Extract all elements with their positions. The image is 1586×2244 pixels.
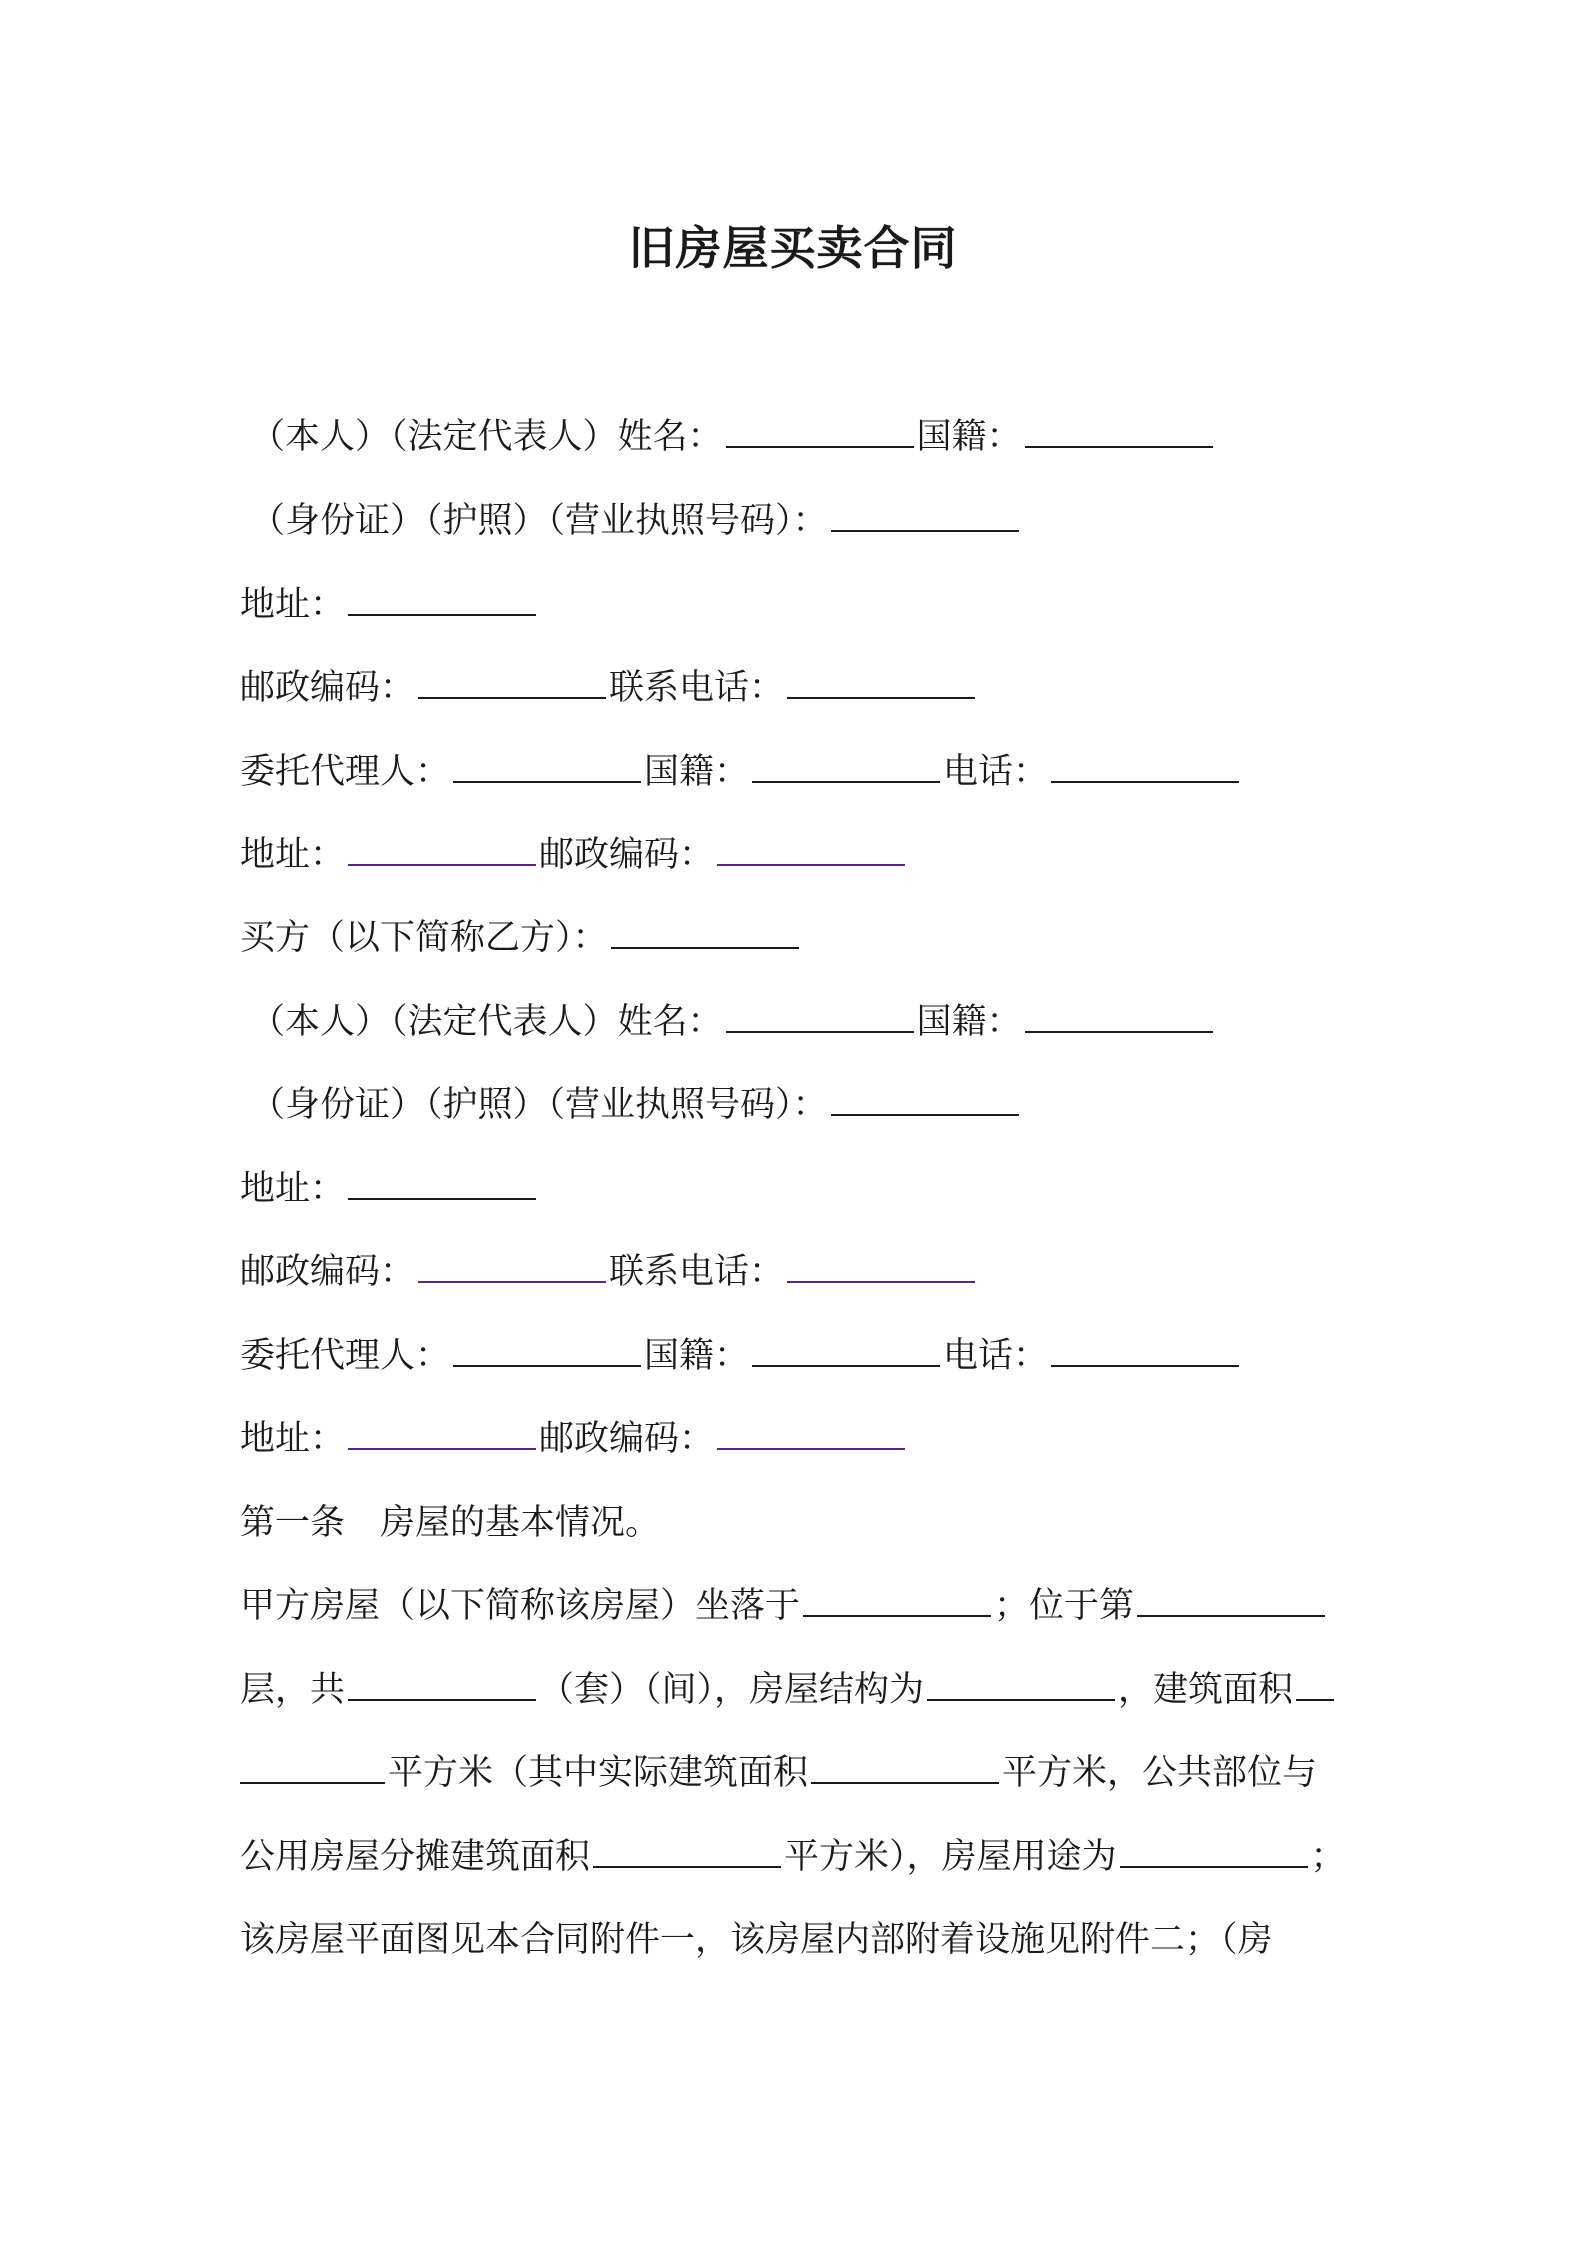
seller-agent-phone-label: 电话：: [943, 752, 1049, 792]
article1-area-label: ，建筑面积: [1118, 1670, 1294, 1710]
buyer-phone-label: 联系电话：: [609, 1252, 785, 1292]
article1-para-line1: [240, 1581, 1328, 1631]
buyer-agent-postcode-label: 邮政编码：: [539, 1419, 715, 1459]
article1-units-blank[interactable]: [348, 1665, 536, 1701]
buyer-name-line: [250, 997, 1216, 1047]
buyer-agent-line: [240, 1331, 1242, 1381]
buyer-postcode-label: 邮政编码：: [240, 1252, 416, 1292]
buyer-address-line: [240, 1164, 539, 1214]
seller-id-label: （身份证）（护照）（营业执照号码）：: [250, 501, 828, 541]
buyer-name-blank[interactable]: [726, 997, 914, 1033]
article1-structure-blank[interactable]: [927, 1665, 1115, 1701]
seller-agent-address-label: 地址：: [240, 835, 346, 875]
buyer-agent-address-line: [240, 1414, 908, 1464]
article1-shared-area-blank[interactable]: [593, 1832, 781, 1868]
article1-area-blank-start[interactable]: [1296, 1665, 1334, 1701]
article1-location-blank[interactable]: [803, 1581, 991, 1617]
buyer-phone-blank[interactable]: [787, 1247, 975, 1283]
seller-agent-label: 委托代理人：: [240, 752, 451, 792]
buyer-id-label: （身份证）（护照）（营业执照号码）：: [250, 1085, 828, 1125]
seller-address-label: 地址：: [240, 585, 346, 625]
buyer-nationality-label: 国籍：: [916, 1002, 1022, 1042]
article1-actual-area-blank[interactable]: [811, 1748, 999, 1784]
buyer-postcode-blank[interactable]: [418, 1247, 606, 1283]
buyer-postcode-line: [240, 1247, 978, 1297]
seller-nationality-blank[interactable]: [1025, 412, 1213, 448]
article1-heading: 第一条 房屋的基本情况。: [240, 1503, 661, 1543]
seller-address-line: [240, 580, 539, 630]
buyer-agent-label: 委托代理人：: [240, 1336, 451, 1376]
buyer-agent-nationality-label: 国籍：: [644, 1336, 750, 1376]
article1-public-label: 平方米，公共部位与: [1002, 1753, 1318, 1793]
seller-agent-line: [240, 747, 1242, 797]
article1-para-line2: [240, 1665, 1337, 1715]
seller-agent-postcode-blank[interactable]: [717, 830, 905, 866]
seller-name-blank[interactable]: [726, 412, 914, 448]
seller-phone-label: 联系电话：: [609, 668, 785, 708]
buyer-agent-address-blank[interactable]: [348, 1414, 536, 1450]
seller-address-blank[interactable]: [348, 580, 536, 616]
seller-phone-blank[interactable]: [787, 663, 975, 699]
seller-agent-nationality-label: 国籍：: [644, 752, 750, 792]
article1-usage-label: 平方米），房屋用途为: [784, 1837, 1117, 1877]
document-title: 旧房屋买卖合同: [628, 221, 958, 275]
seller-id-blank[interactable]: [831, 496, 1019, 532]
seller-name-label: （本人）（法定代表人）姓名：: [250, 417, 723, 457]
seller-id-line: [250, 496, 1022, 546]
article1-actual-area-label: 平方米（其中实际建筑面积: [388, 1753, 809, 1793]
buyer-agent-address-label: 地址：: [240, 1419, 346, 1459]
article1-location-label: 甲方房屋（以下简称该房屋）坐落于: [240, 1586, 801, 1626]
article1-shared-area-label: 公用房屋分摊建筑面积: [240, 1837, 591, 1877]
buyer-agent-nationality-blank[interactable]: [752, 1331, 940, 1367]
buyer-agent-blank[interactable]: [453, 1331, 641, 1367]
buyer-address-blank[interactable]: [348, 1164, 536, 1200]
buyer-agent-phone-label: 电话：: [943, 1336, 1049, 1376]
buyer-agent-postcode-blank[interactable]: [717, 1414, 905, 1450]
buyer-name-label: （本人）（法定代表人）姓名：: [250, 1002, 723, 1042]
buyer-id-line: [250, 1080, 1022, 1130]
seller-agent-blank[interactable]: [453, 747, 641, 783]
article1-structure-label: （套）（间），房屋结构为: [539, 1670, 925, 1710]
seller-agent-nationality-blank[interactable]: [752, 747, 940, 783]
article1-para-line4: [240, 1832, 1346, 1882]
article1-semicolon: ；: [1310, 1837, 1346, 1877]
article1-para-line5: 该房屋平面图见本合同附件一，该房屋内部附着设施见附件二；（房: [240, 1920, 1273, 1960]
buyer-heading-label: 买方（以下简称乙方）：: [240, 918, 608, 958]
article1-floor-label: ；位于第: [994, 1586, 1135, 1626]
buyer-id-blank[interactable]: [831, 1080, 1019, 1116]
seller-postcode-line: [240, 663, 978, 713]
buyer-agent-phone-blank[interactable]: [1051, 1331, 1239, 1367]
buyer-nationality-blank[interactable]: [1025, 997, 1213, 1033]
article1-usage-blank[interactable]: [1120, 1832, 1308, 1868]
article1-floor-suffix: 层，共: [240, 1670, 346, 1710]
article1-area-blank-end[interactable]: [240, 1748, 385, 1784]
seller-agent-address-blank[interactable]: [348, 830, 536, 866]
article1-para-line3: [240, 1748, 1317, 1798]
buyer-heading-line: [240, 913, 802, 963]
seller-name-line: [250, 412, 1216, 462]
seller-agent-phone-blank[interactable]: [1051, 747, 1239, 783]
seller-nationality-label: 国籍：: [916, 417, 1022, 457]
buyer-heading-blank[interactable]: [611, 913, 799, 949]
seller-agent-address-line: [240, 830, 908, 880]
seller-postcode-label: 邮政编码：: [240, 668, 416, 708]
buyer-address-label: 地址：: [240, 1169, 346, 1209]
seller-agent-postcode-label: 邮政编码：: [539, 835, 715, 875]
article1-floor-blank[interactable]: [1137, 1581, 1325, 1617]
seller-postcode-blank[interactable]: [418, 663, 606, 699]
